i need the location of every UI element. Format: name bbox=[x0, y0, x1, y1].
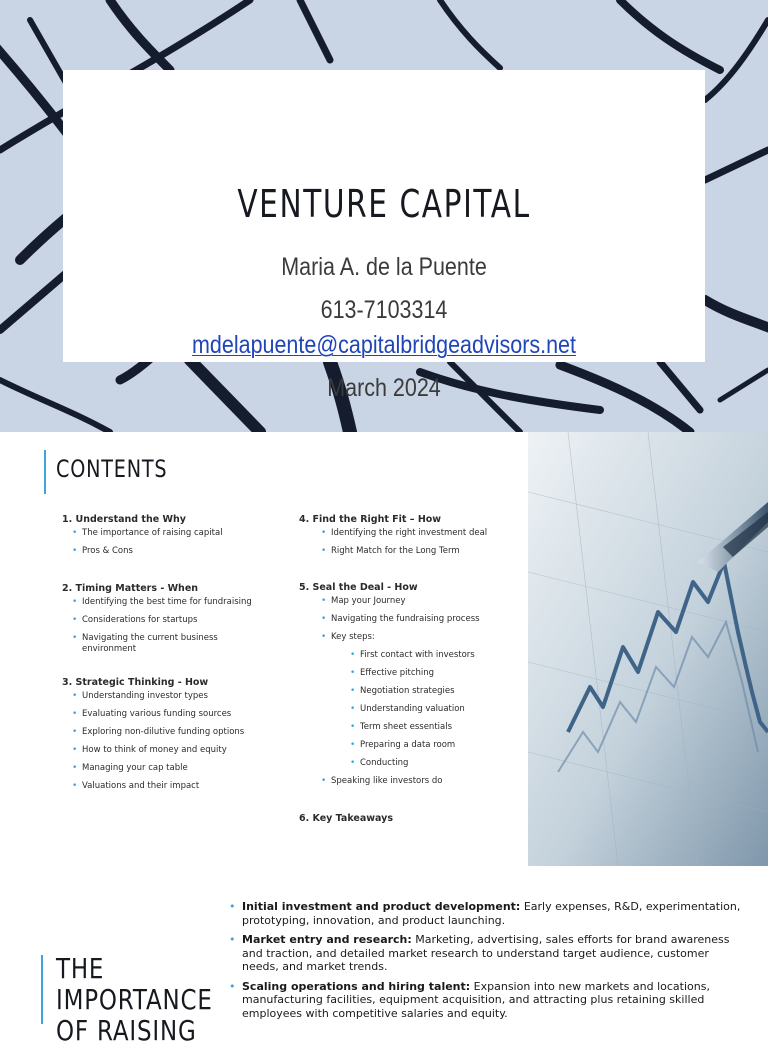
toc-section-title: 4. Find the Right Fit – How bbox=[299, 514, 442, 525]
toc-item: • Identifying the best time for fundraising bbox=[82, 597, 282, 608]
importance-accent-bar bbox=[41, 955, 43, 1024]
toc-item: • Key steps: bbox=[331, 632, 524, 643]
title-card bbox=[63, 70, 705, 402]
contents-accent-bar bbox=[44, 450, 46, 494]
toc-subitem: • First contact with investors bbox=[360, 650, 524, 661]
bullet-item bbox=[242, 980, 742, 1021]
toc-item: • Understanding investor types bbox=[82, 691, 282, 702]
toc-item: • The importance of raising capital bbox=[82, 528, 282, 539]
title-slide bbox=[0, 0, 768, 432]
author-name: Maria A. de la Puente bbox=[281, 253, 487, 281]
bullet-item bbox=[242, 900, 742, 927]
bullet-term: Initial investment and product development: bbox=[242, 900, 521, 913]
stock-chart-photo bbox=[528, 432, 768, 866]
toc-item: • Valuations and their impact bbox=[82, 781, 282, 792]
toc-column-right bbox=[299, 514, 524, 824]
toc-subitem: • Preparing a data room bbox=[360, 740, 524, 751]
toc-item: • Identifying the right investment deal bbox=[331, 528, 524, 539]
toc-item: • Pros & Cons bbox=[82, 546, 282, 557]
email-link[interactable]: mdelapuente@capitalbridgeadvisors.net bbox=[192, 331, 576, 359]
toc-section-title: 2. Timing Matters - When bbox=[62, 583, 199, 594]
heading-line: OF RAISING bbox=[56, 1014, 197, 1047]
toc-subitem: • Effective pitching bbox=[360, 668, 524, 679]
heading-line: IMPORTANCE bbox=[56, 983, 213, 1016]
toc-subitem: • Term sheet essentials bbox=[360, 722, 524, 733]
phone-number: 613-7103314 bbox=[320, 296, 448, 324]
toc-subitem: • Understanding valuation bbox=[360, 704, 524, 715]
importance-heading bbox=[56, 953, 213, 1046]
toc-item: • Map your Journey bbox=[331, 596, 524, 607]
toc-item: • Managing your cap table bbox=[82, 763, 282, 774]
contents-heading: CONTENTS bbox=[56, 455, 168, 483]
bullet-text: Expansion into new markets and locations, manufacturing facilities, equipment acquisition, and attracting plus retaining skilled employees with competitive salaries and equity. bbox=[242, 979, 710, 1020]
toc-item: • Navigating the fundraising process bbox=[331, 614, 524, 625]
presentation-title: VENTURE CAPITAL bbox=[237, 182, 531, 226]
toc-section-title: 3. Strategic Thinking - How bbox=[62, 677, 209, 688]
importance-bullet-list bbox=[242, 900, 742, 1026]
bullet-text: Marketing, advertising, sales efforts for brand awareness and traction, and detailed market research to understand target audience, customer needs, and market trends. bbox=[242, 933, 730, 973]
presentation-date: March 2024 bbox=[327, 374, 441, 402]
toc-section-title: 5. Seal the Deal - How bbox=[299, 582, 418, 593]
toc-subitem: • Conducting bbox=[360, 758, 524, 769]
toc-item: • Evaluating various funding sources bbox=[82, 709, 282, 720]
toc-item: • Navigating the current business environment bbox=[82, 633, 232, 655]
toc-item: • How to think of money and equity bbox=[82, 745, 282, 756]
bullet-term: Scaling operations and hiring talent: bbox=[242, 979, 471, 993]
toc-item: • Right Match for the Long Term bbox=[331, 546, 524, 557]
toc-item: • Considerations for startups bbox=[82, 615, 282, 626]
toc-section-title: 6. Key Takeaways bbox=[299, 813, 393, 824]
bullet-text: Early expenses, R&D, experimentation, prototyping, innovation, and product launching. bbox=[242, 900, 741, 927]
toc-subitem: • Negotiation strategies bbox=[360, 686, 524, 697]
heading-line: THE bbox=[56, 952, 105, 985]
toc-section-title: 1. Understand the Why bbox=[62, 514, 186, 525]
toc-item: • Exploring non-dilutive funding options bbox=[82, 727, 282, 738]
bullet-term: Market entry and research: bbox=[242, 933, 412, 946]
bullet-item bbox=[242, 933, 742, 974]
toc-column-left bbox=[62, 514, 282, 792]
toc-item: • Speaking like investors do bbox=[331, 776, 524, 787]
